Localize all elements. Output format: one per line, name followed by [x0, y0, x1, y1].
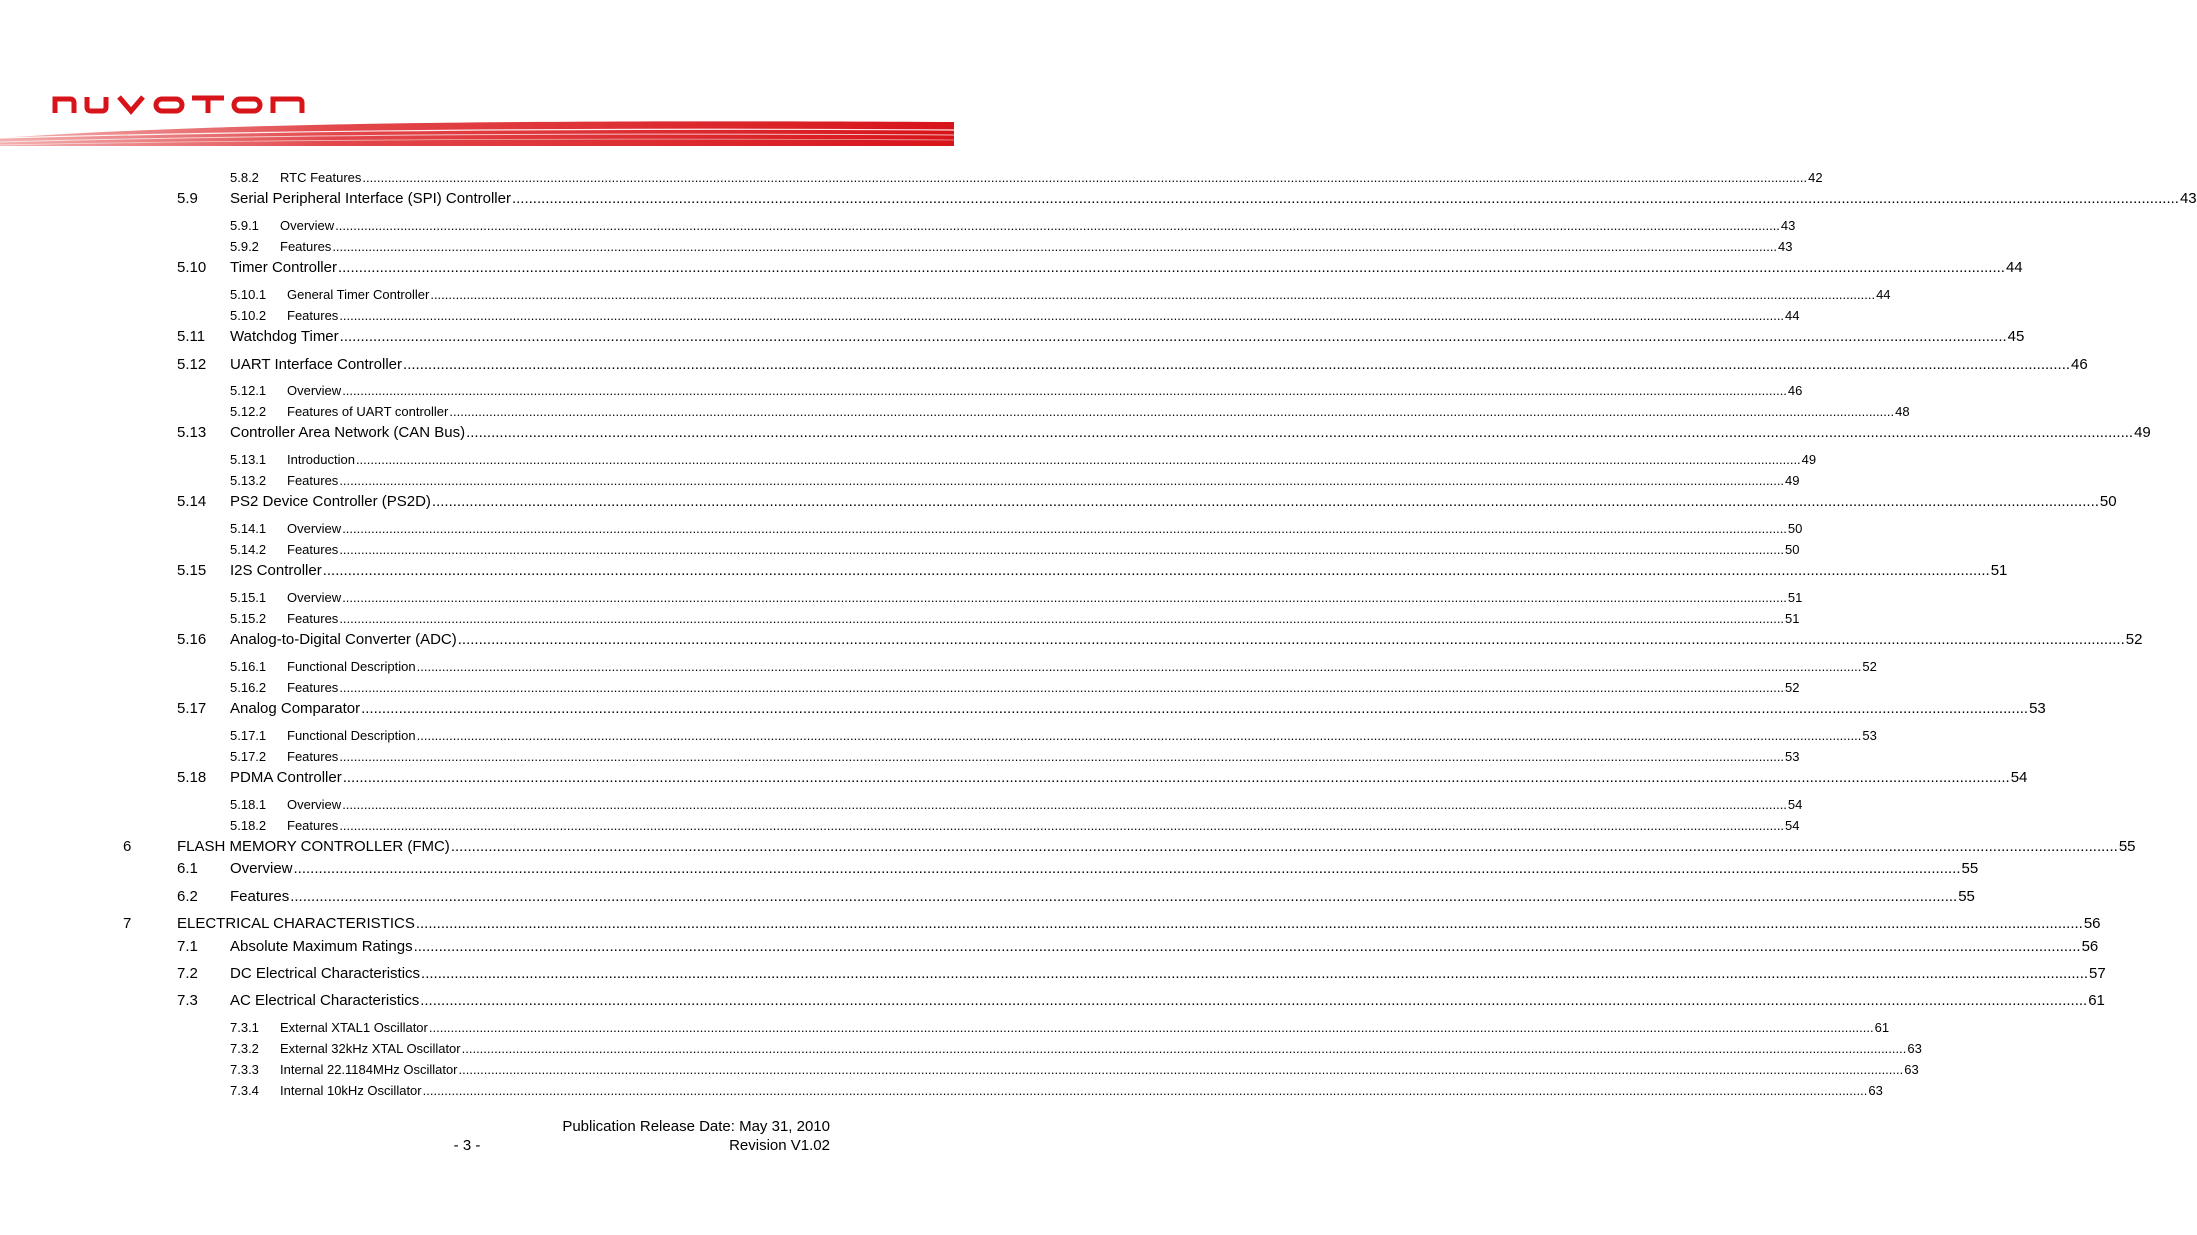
toc-dot-leader: ................................................................................................................................................................................................................................................................................................................................................................................................................	[450, 838, 2118, 855]
toc-entry-title: Serial Peripheral Interface (SPI) Controller	[230, 190, 511, 207]
toc-entry-title: RTC Features	[280, 170, 362, 185]
toc-entry[interactable]	[230, 383, 1803, 398]
toc-entry-title: Overview	[287, 383, 342, 398]
toc-entry[interactable]	[177, 493, 2117, 510]
toc-entry-page: 49	[2134, 424, 2151, 441]
toc-entry-title: Controller Area Network (CAN Bus)	[230, 424, 466, 441]
toc-entry-number: 7.3.1	[230, 1020, 259, 1035]
toc-entry-page: 55	[2118, 838, 2136, 855]
toc-entry-title: Functional Description	[287, 728, 416, 743]
toc-entry-number: 5.17.2	[230, 749, 267, 764]
toc-entry-page: 45	[2007, 328, 2025, 345]
toc-entry-page: 61	[1874, 1020, 1890, 1035]
toc-entry[interactable]	[230, 239, 1793, 254]
toc-entry-title: Overview	[280, 218, 335, 233]
toc-entry-number: 5.12.1	[230, 383, 267, 398]
toc-entry-title: Introduction	[287, 452, 355, 467]
toc-entry[interactable]	[177, 259, 2023, 276]
toc-entry-page: 63	[1868, 1083, 1883, 1098]
toc-entry-number: 5.14.1	[230, 521, 267, 536]
toc-entry-title: DC Electrical Characteristics	[230, 965, 421, 982]
toc-entry-page: 53	[1862, 728, 1877, 743]
toc-entry-title: FLASH MEMORY CONTROLLER (FMC)	[177, 838, 450, 855]
toc-dot-leader: ................................................................................................................................................................................................................................................................................................................................................................................................................	[332, 239, 1778, 254]
toc-entry-page: 51	[1787, 590, 1803, 605]
toc-entry-number: 5.17.1	[230, 728, 267, 743]
toc-entry-number: 5.9.2	[230, 239, 259, 254]
toc-entry-title: Internal 10kHz Oscillator	[280, 1083, 422, 1098]
toc-entry-title: PDMA Controller	[230, 769, 342, 786]
toc-dot-leader: ................................................................................................................................................................................................................................................................................................................................................................................................................	[413, 938, 2081, 955]
toc-dot-leader: ................................................................................................................................................................................................................................................................................................................................................................................................................	[420, 992, 2088, 1009]
toc-entry[interactable]	[230, 473, 1800, 488]
toc-entry[interactable]	[230, 452, 1817, 467]
toc-dot-leader: ................................................................................................................................................................................................................................................................................................................................................................................................................	[342, 383, 1787, 398]
toc-entry-number: 5.18.2	[230, 818, 267, 833]
toc-entry-page: 54	[1787, 797, 1803, 812]
toc-dot-leader: ................................................................................................................................................................................................................................................................................................................................................................................................................	[339, 328, 2007, 345]
toc-entry-title: Features	[287, 680, 339, 695]
toc-dot-leader: ................................................................................................................................................................................................................................................................................................................................................................................................................	[461, 1041, 1907, 1056]
toc-entry-number: 5.16.2	[230, 680, 267, 695]
toc-dot-leader: ................................................................................................................................................................................................................................................................................................................................................................................................................	[339, 749, 1785, 764]
toc-entry-title: Timer Controller	[230, 259, 337, 276]
toc-entry-title: Features	[280, 239, 332, 254]
toc-entry-title: Watchdog Timer	[230, 328, 339, 345]
toc-dot-leader: ................................................................................................................................................................................................................................................................................................................................................................................................................	[416, 659, 1862, 674]
toc-entry-page: 44	[1876, 287, 1891, 302]
toc-entry-page: 52	[1785, 680, 1800, 695]
toc-entry-page: 49	[1785, 473, 1800, 488]
toc-entry-title: Overview	[230, 860, 293, 877]
toc-entry-page: 44	[2005, 259, 2023, 276]
toc-entry-title: General Timer Controller	[287, 287, 430, 302]
toc-entry-number: 5.13	[177, 424, 207, 441]
toc-entry[interactable]	[230, 680, 1800, 695]
toc-entry[interactable]	[230, 308, 1800, 323]
toc-dot-leader: ................................................................................................................................................................................................................................................................................................................................................................................................................	[403, 356, 2071, 373]
toc-dot-leader: ................................................................................................................................................................................................................................................................................................................................................................................................................	[355, 452, 1801, 467]
toc-dot-leader: ................................................................................................................................................................................................................................................................................................................................................................................................................	[430, 287, 1876, 302]
toc-entry-number: 5.12	[177, 356, 207, 373]
toc-entry-number: 5.15.2	[230, 611, 267, 626]
toc-entry-title: Features	[287, 308, 339, 323]
toc-entry[interactable]	[123, 838, 2136, 855]
toc-entry-title: Functional Description	[287, 659, 416, 674]
toc-entry-page: 52	[1862, 659, 1877, 674]
toc-entry-number: 5.10.2	[230, 308, 267, 323]
toc-entry-page: 56	[2083, 915, 2101, 932]
toc-entry[interactable]	[230, 659, 1877, 674]
toc-entry[interactable]	[177, 965, 2106, 982]
toc-entry[interactable]	[123, 915, 2101, 932]
toc-entry-title: External XTAL1 Oscillator	[280, 1020, 428, 1035]
toc-dot-leader: ................................................................................................................................................................................................................................................................................................................................................................................................................	[339, 680, 1785, 695]
toc-entry[interactable]	[177, 938, 2099, 955]
toc-entry-number: 5.10.1	[230, 287, 267, 302]
toc-entry[interactable]	[230, 1020, 1890, 1035]
toc-entry-page: 50	[2099, 493, 2117, 510]
toc-entry-page: 54	[1785, 818, 1800, 833]
toc-entry-page: 51	[1785, 611, 1800, 626]
toc-entry-title: External 32kHz XTAL Oscillator	[280, 1041, 461, 1056]
toc-entry[interactable]	[177, 356, 2088, 373]
toc-entry-number: 7.3.4	[230, 1083, 259, 1098]
toc-entry-number: 5.12.2	[230, 404, 267, 419]
toc-dot-leader: ................................................................................................................................................................................................................................................................................................................................................................................................................	[416, 728, 1862, 743]
toc-entry-title: Analog-to-Digital Converter (ADC)	[230, 631, 457, 648]
toc-entry[interactable]	[177, 700, 2046, 717]
revision: Revision V1.02	[729, 1137, 830, 1154]
toc-entry[interactable]	[230, 749, 1800, 764]
toc-entry-title: Overview	[287, 590, 342, 605]
toc-entry[interactable]	[230, 611, 1800, 626]
toc-entry-number: 5.9	[177, 190, 198, 207]
toc-entry-number: 5.10	[177, 259, 207, 276]
toc-entry[interactable]	[230, 287, 1891, 302]
toc-entry-title: Features	[287, 473, 339, 488]
toc-dot-leader: ................................................................................................................................................................................................................................................................................................................................................................................................................	[293, 860, 1961, 877]
toc-entry-page: 44	[1785, 308, 1800, 323]
toc-entry-title: Features	[287, 611, 339, 626]
toc-entry-title: Analog Comparator	[230, 700, 361, 717]
toc-entry[interactable]	[230, 542, 1800, 557]
toc-entry-page: 48	[1895, 404, 1910, 419]
toc-entry-number: 5.14.2	[230, 542, 267, 557]
toc-entry-number: 5.9.1	[230, 218, 259, 233]
toc-entry-number: 5.8.2	[230, 170, 259, 185]
toc-entry[interactable]	[177, 328, 2025, 345]
toc-entry[interactable]	[177, 562, 2008, 579]
toc-entry-number: 5.15	[177, 562, 207, 579]
toc-dot-leader: ................................................................................................................................................................................................................................................................................................................................................................................................................	[339, 473, 1785, 488]
logo-text: nuvoTon	[52, 93, 56, 94]
toc-entry[interactable]	[230, 170, 1823, 185]
toc-entry-number: 7.2	[177, 965, 198, 982]
toc-entry[interactable]	[177, 190, 2197, 207]
toc-entry-number: 5.16.1	[230, 659, 267, 674]
page-number: - 3 -	[453, 1137, 481, 1154]
toc-dot-leader: ................................................................................................................................................................................................................................................................................................................................................................................................................	[458, 1062, 1904, 1077]
toc-entry-title: Absolute Maximum Ratings	[230, 938, 413, 955]
toc-entry-page: 55	[1958, 888, 1975, 905]
toc-dot-leader: ................................................................................................................................................................................................................................................................................................................................................................................................................	[415, 915, 2083, 932]
toc-entry-number: 7.3.3	[230, 1062, 259, 1077]
toc-entry-title: Overview	[287, 797, 342, 812]
toc-dot-leader: ................................................................................................................................................................................................................................................................................................................................................................................................................	[466, 424, 2134, 441]
toc-entry-title: Overview	[287, 521, 342, 536]
toc-dot-leader: ................................................................................................................................................................................................................................................................................................................................................................................................................	[339, 611, 1785, 626]
toc-entry-page: 61	[2088, 992, 2105, 1009]
toc-entry-title: AC Electrical Characteristics	[230, 992, 420, 1009]
toc-dot-leader: ................................................................................................................................................................................................................................................................................................................................................................................................................	[342, 521, 1787, 536]
toc-entry-title: PS2 Device Controller (PS2D)	[230, 493, 431, 510]
toc-entry-number: 5.18.1	[230, 797, 267, 812]
toc-entry-number: 6.1	[177, 860, 198, 877]
toc-entry[interactable]	[230, 521, 1803, 536]
toc-entry[interactable]	[230, 404, 1910, 419]
toc-entry-number: 5.15.1	[230, 590, 267, 605]
toc-entry[interactable]	[230, 1041, 1922, 1056]
toc-entry[interactable]	[177, 769, 2028, 786]
toc-entry-title: ELECTRICAL CHARACTERISTICS	[177, 915, 415, 932]
toc-dot-leader: ................................................................................................................................................................................................................................................................................................................................................................................................................	[511, 190, 2179, 207]
toc-entry[interactable]	[230, 590, 1803, 605]
toc-entry-page: 50	[1785, 542, 1800, 557]
toc-entry-number: 7.3	[177, 992, 198, 1009]
toc-entry[interactable]	[177, 424, 2151, 441]
toc-entry-title: Features of UART controller	[287, 404, 449, 419]
toc-entry-page: 46	[2071, 356, 2088, 373]
toc-dot-leader: ................................................................................................................................................................................................................................................................................................................................................................................................................	[449, 404, 1895, 419]
toc-entry-page: 53	[2029, 700, 2046, 717]
toc-entry-page: 52	[2125, 631, 2143, 648]
toc-entry-title: Features	[287, 818, 339, 833]
toc-entry-number: 5.17	[177, 700, 207, 717]
toc-entry-page: 57	[2089, 965, 2106, 982]
toc-entry[interactable]	[230, 1083, 1883, 1098]
toc-entry-page: 55	[1961, 860, 1979, 877]
toc-entry-number: 5.11	[177, 328, 206, 345]
publication-date: Publication Release Date: May 31, 2010	[562, 1118, 830, 1135]
toc-entry-number: 7	[123, 915, 132, 932]
toc-dot-leader: ................................................................................................................................................................................................................................................................................................................................................................................................................	[342, 797, 1787, 812]
toc-entry-title: Internal 22.1184MHz Oscillator	[280, 1062, 458, 1077]
toc-entry-page: 56	[2081, 938, 2099, 955]
toc-entry-title: I2S Controller	[230, 562, 322, 579]
toc-entry-page: 49	[1801, 452, 1817, 467]
toc-entry[interactable]	[230, 1062, 1919, 1077]
toc-entry[interactable]	[177, 631, 2143, 648]
toc-entry-number: 5.13.2	[230, 473, 267, 488]
toc-entry-number: 7.3.2	[230, 1041, 259, 1056]
toc-entry-number: 6.2	[177, 888, 198, 905]
toc-dot-leader: ................................................................................................................................................................................................................................................................................................................................................................................................................	[431, 493, 2099, 510]
toc-entry[interactable]	[177, 992, 2105, 1009]
toc-entry-number: 5.16	[177, 631, 207, 648]
toc-entry-title: Features	[230, 888, 290, 905]
toc-dot-leader: ................................................................................................................................................................................................................................................................................................................................................................................................................	[337, 259, 2005, 276]
toc-entry-page: 51	[1990, 562, 2008, 579]
toc-entry-number: 5.14	[177, 493, 207, 510]
toc-entry-page: 43	[1780, 218, 1796, 233]
toc-entry-page: 43	[1778, 239, 1793, 254]
toc-entry-number: 6	[123, 838, 132, 855]
toc-dot-leader: ................................................................................................................................................................................................................................................................................................................................................................................................................	[290, 888, 1958, 905]
toc-entry-page: 63	[1904, 1062, 1919, 1077]
toc-entry-page: 46	[1787, 383, 1803, 398]
toc-entry-number: 7.1	[177, 938, 198, 955]
toc-entry-page: 53	[1785, 749, 1800, 764]
toc-dot-leader: ................................................................................................................................................................................................................................................................................................................................................................................................................	[428, 1020, 1874, 1035]
toc-dot-leader: ................................................................................................................................................................................................................................................................................................................................................................................................................	[322, 562, 1990, 579]
toc-entry[interactable]	[230, 797, 1803, 812]
toc-entry-title: Features	[287, 542, 339, 557]
toc-dot-leader: ................................................................................................................................................................................................................................................................................................................................................................................................................	[457, 631, 2125, 648]
toc-entry[interactable]	[230, 818, 1800, 833]
toc-dot-leader: ................................................................................................................................................................................................................................................................................................................................................................................................................	[339, 542, 1785, 557]
toc-entry-page: 43	[2179, 190, 2197, 207]
toc-dot-leader: ................................................................................................................................................................................................................................................................................................................................................................................................................	[422, 1083, 1868, 1098]
toc-dot-leader: ................................................................................................................................................................................................................................................................................................................................................................................................................	[342, 590, 1787, 605]
toc-dot-leader: ................................................................................................................................................................................................................................................................................................................................................................................................................	[335, 218, 1780, 233]
toc-entry-page: 54	[2010, 769, 2028, 786]
toc-entry-number: 5.13.1	[230, 452, 267, 467]
toc-entry-page: 50	[1787, 521, 1803, 536]
toc-entry[interactable]	[230, 728, 1877, 743]
toc-entry[interactable]	[230, 218, 1796, 233]
toc-entry-title: UART Interface Controller	[230, 356, 403, 373]
toc-entry[interactable]	[177, 888, 1975, 905]
toc-entry-title: Features	[287, 749, 339, 764]
toc-dot-leader: ................................................................................................................................................................................................................................................................................................................................................................................................................	[361, 700, 2029, 717]
toc-entry[interactable]	[177, 860, 1979, 877]
toc-dot-leader: ................................................................................................................................................................................................................................................................................................................................................................................................................	[421, 965, 2089, 982]
toc-entry-page: 42	[1808, 170, 1823, 185]
toc-dot-leader: ................................................................................................................................................................................................................................................................................................................................................................................................................	[362, 170, 1808, 185]
toc-dot-leader: ................................................................................................................................................................................................................................................................................................................................................................................................................	[339, 818, 1785, 833]
toc-dot-leader: ................................................................................................................................................................................................................................................................................................................................................................................................................	[342, 769, 2010, 786]
toc-entry-page: 63	[1907, 1041, 1922, 1056]
toc-dot-leader: ................................................................................................................................................................................................................................................................................................................................................................................................................	[339, 308, 1785, 323]
toc-entry-number: 5.18	[177, 769, 207, 786]
